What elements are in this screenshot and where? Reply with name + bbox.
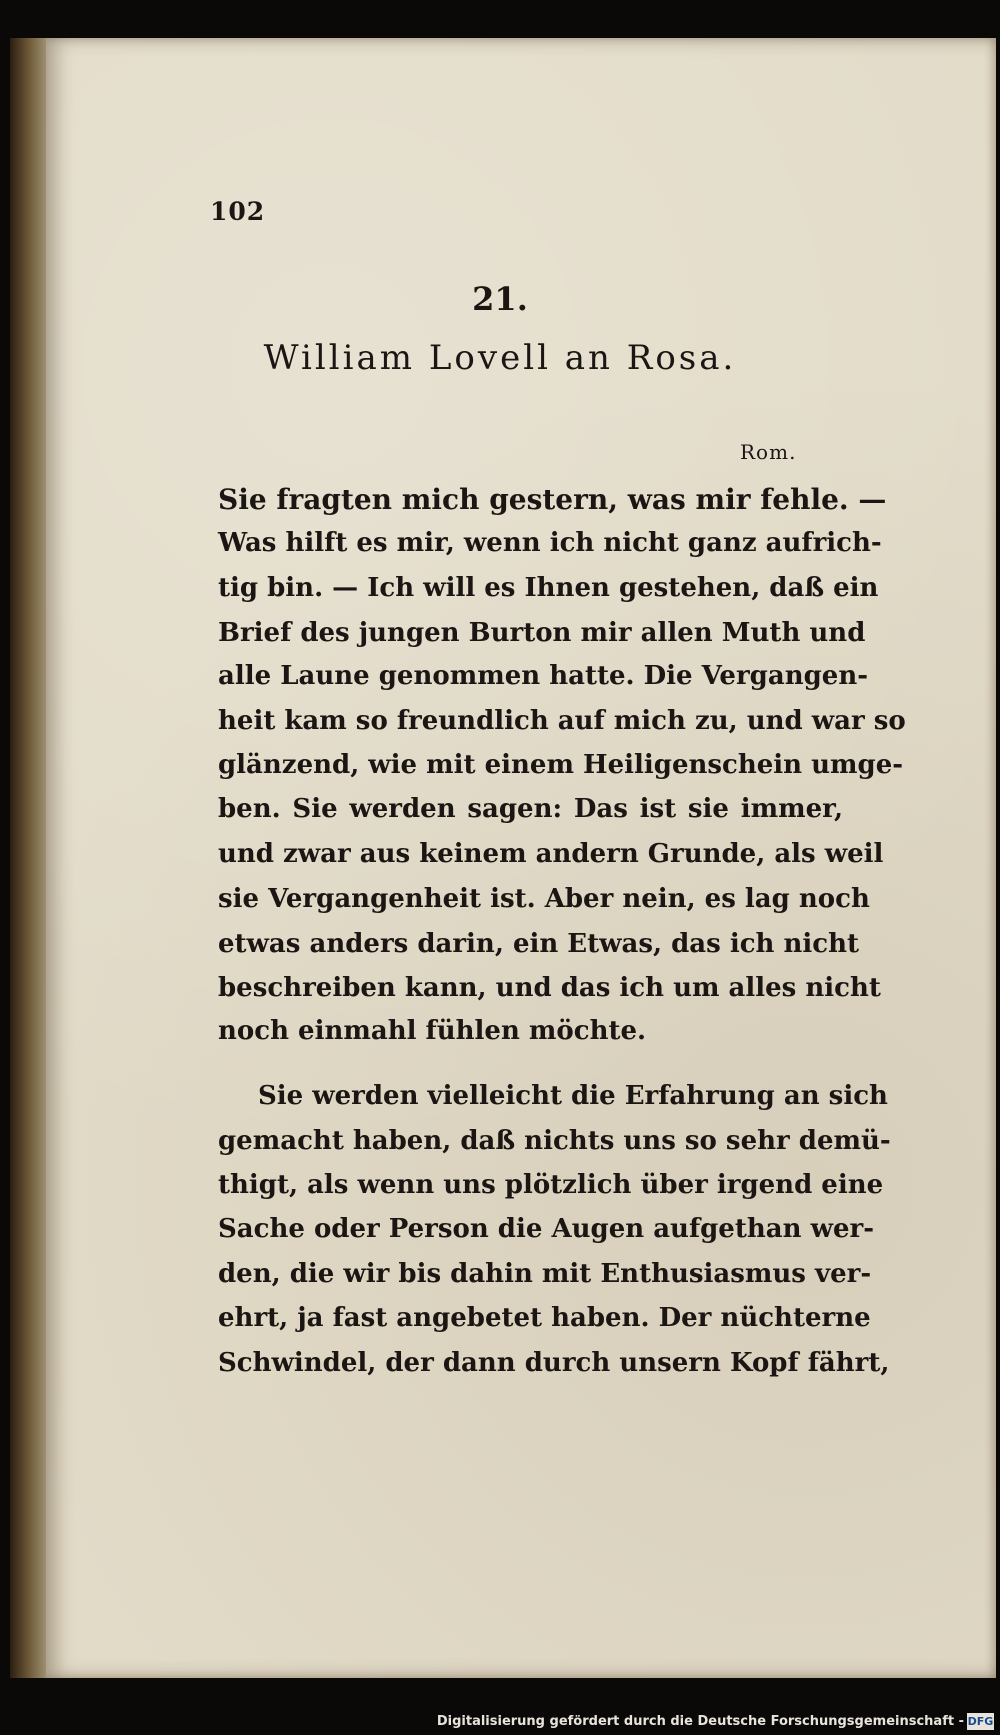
letter-place: Rom. (740, 440, 797, 464)
text-line: Sache oder Person die Augen aufgethan wer- (218, 1214, 874, 1244)
text-line: und zwar aus keinem andern Grunde, als weil (218, 839, 884, 869)
text-line: ehrt, ja fast angebetet haben. Der nüchterne (218, 1303, 871, 1333)
text-line: Brief des jungen Burton mir allen Muth und (218, 618, 866, 648)
text-line: sie Vergangenheit ist. Aber nein, es lag noch (218, 884, 870, 914)
text-line: etwas anders darin, ein Etwas, das ich nicht (218, 929, 860, 959)
dfg-logo: DFG (967, 1715, 994, 1728)
text-line: ben. Sie werden sagen: Das ist sie immer, (218, 794, 843, 824)
text-line: glänzend, wie mit einem Heiligenschein umge- (218, 750, 904, 780)
text-line: beschreiben kann, und das ich um alles nicht (218, 973, 881, 1003)
text-line: Was hilft es mir, wenn ich nicht ganz aufrich- (218, 528, 882, 558)
page-number: 102 (210, 197, 266, 226)
text-line: heit kam so freundlich auf mich zu, und war so (218, 706, 906, 736)
text-line: noch einmahl fühlen möchte. (218, 1016, 647, 1046)
letter-title: William Lovell an Rosa. (263, 338, 737, 378)
letter-number: 21. (472, 280, 528, 318)
text-line: thigt, als wenn uns plötzlich über irgend eine (218, 1170, 884, 1200)
text-line: gemacht haben, daß nichts uns so sehr demü- (218, 1126, 891, 1156)
text-line: Sie fragten mich gestern, was mir fehle. — (218, 483, 887, 516)
text-line: Sie werden vielleicht die Erfahrung an sich (258, 1081, 888, 1111)
text-line: den, die wir bis dahin mit Enthusiasmus ver- (218, 1259, 872, 1289)
text-line: Schwindel, der dann durch unsern Kopf fährt, (218, 1348, 890, 1378)
text-line: tig bin. — Ich will es Ihnen gestehen, daß ein (218, 573, 879, 603)
funding-credit: Digitalisierung gefördert durch die Deutsche Forschungsgemeinschaft - (436, 1714, 964, 1729)
text-line: alle Laune genommen hatte. Die Vergangen- (218, 661, 869, 691)
